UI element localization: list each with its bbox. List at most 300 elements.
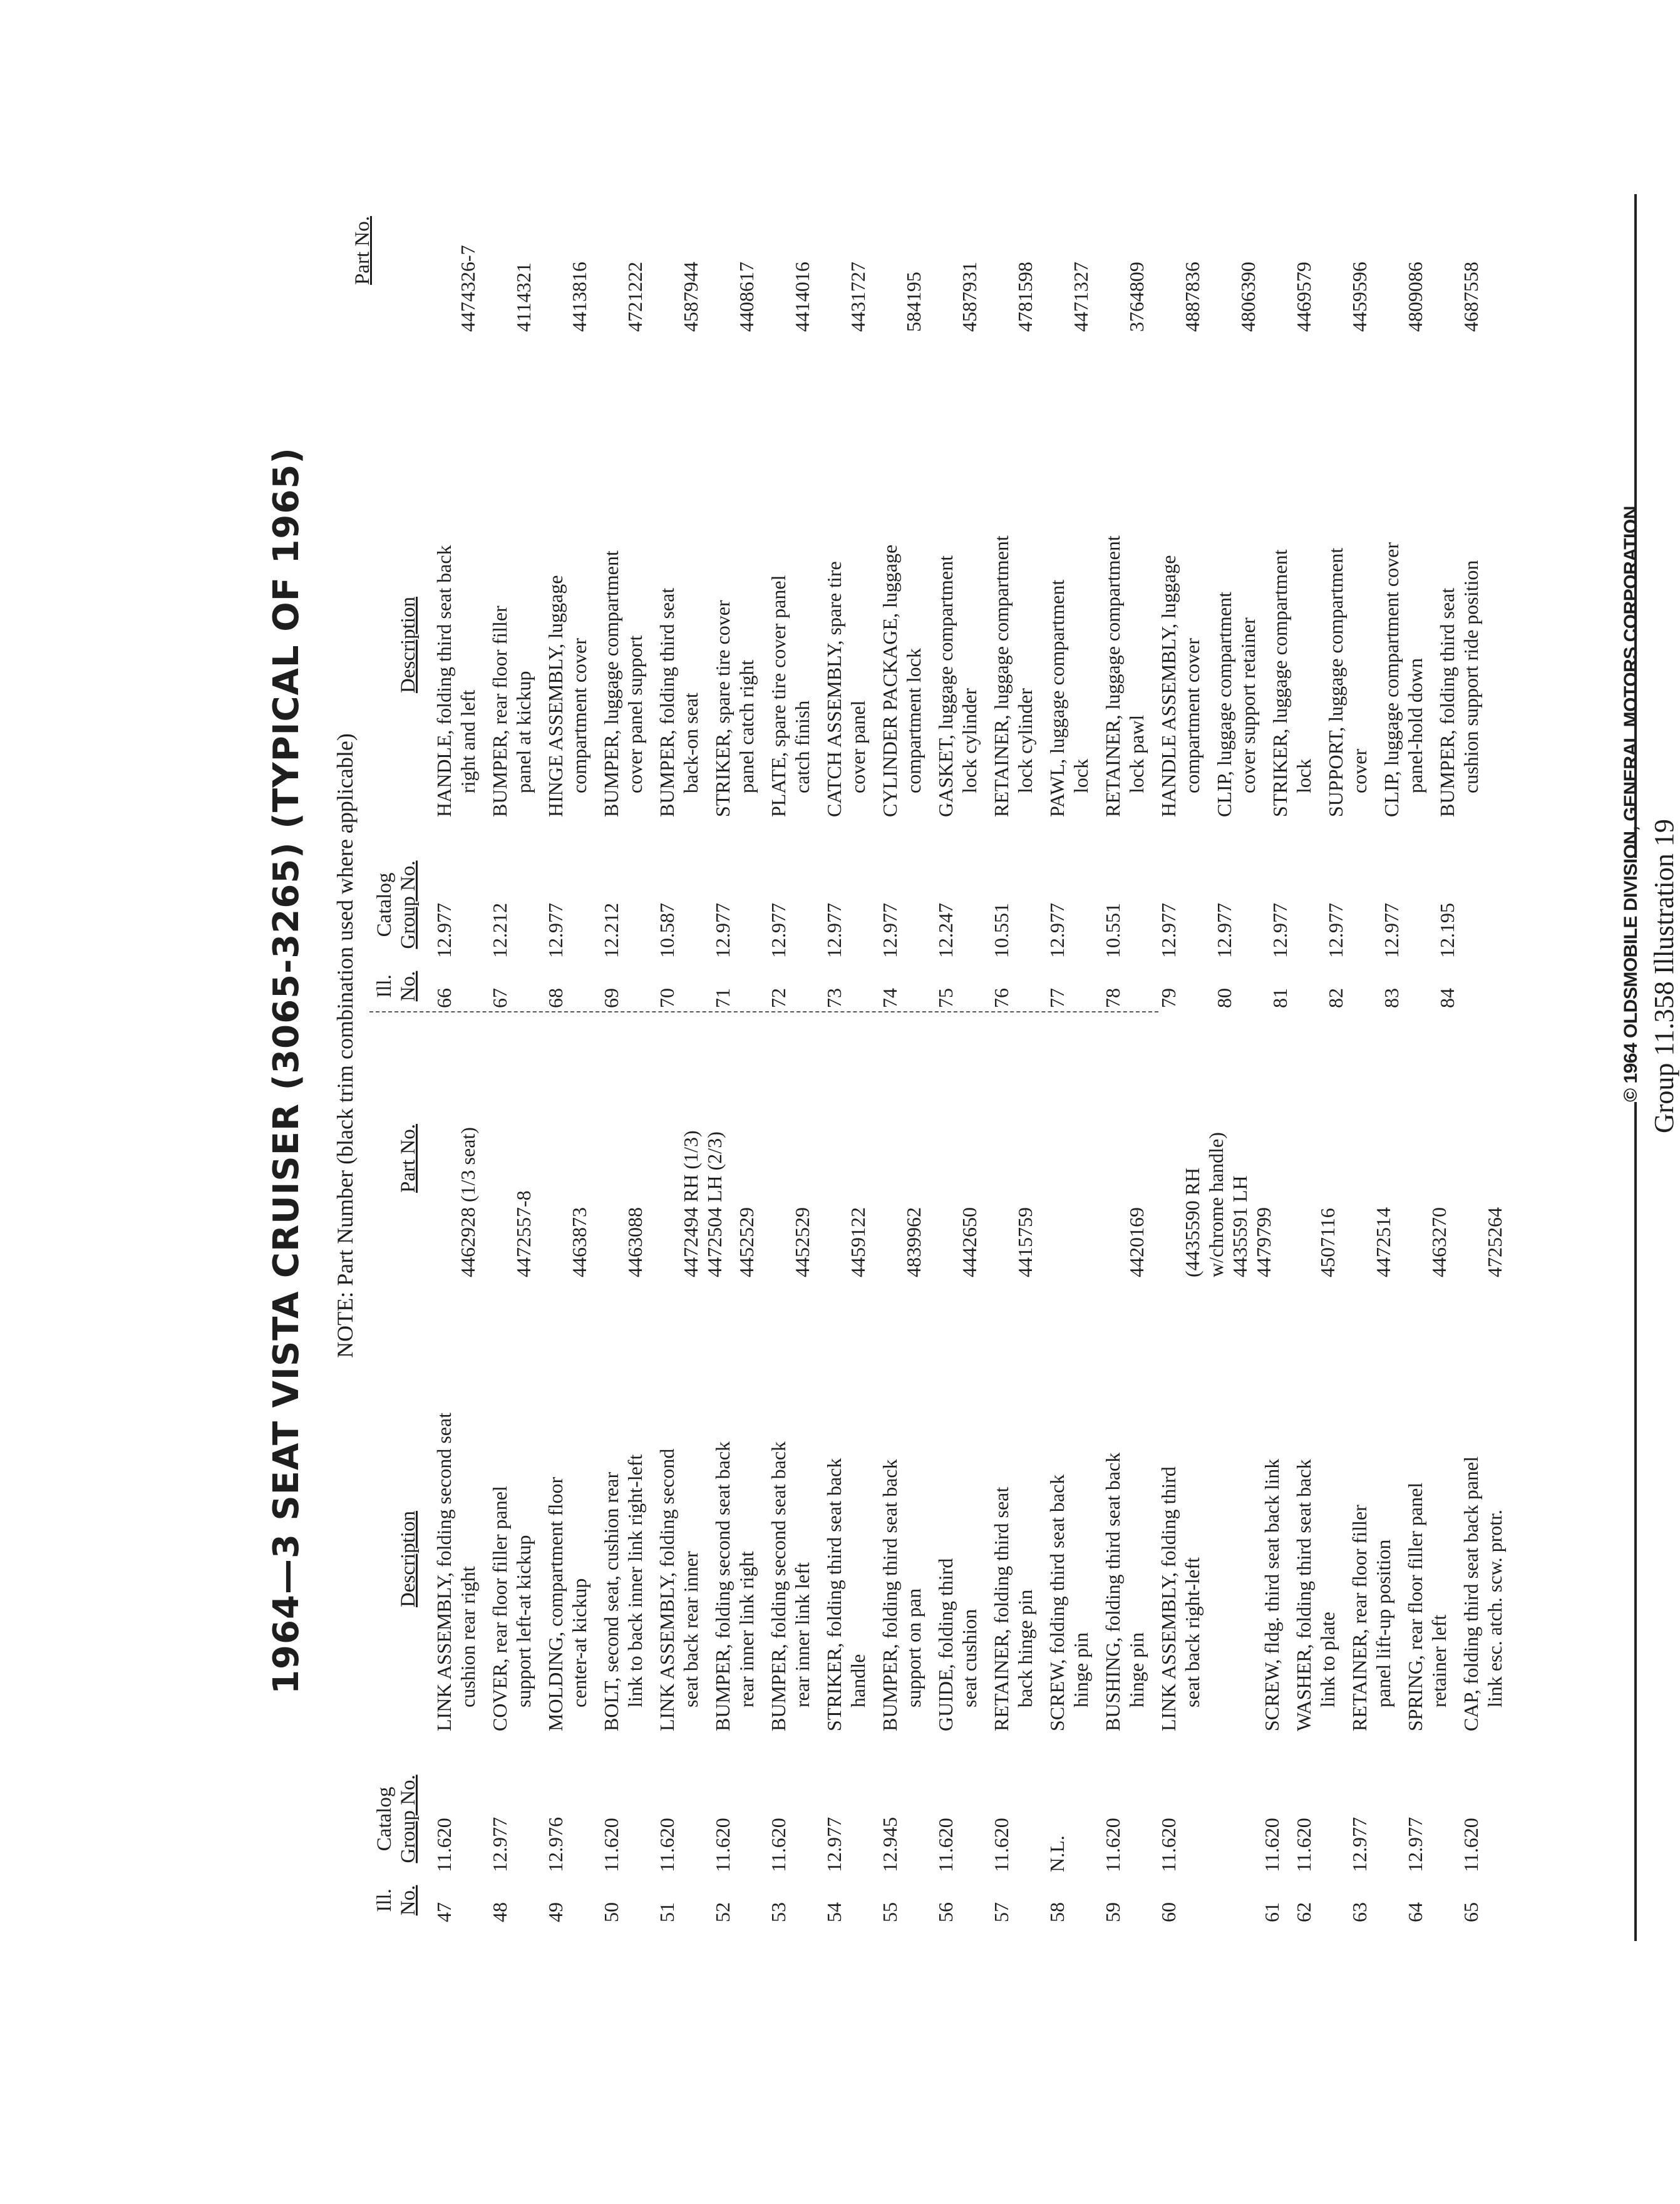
description-line-1: BUMPER, folding third seat back — [879, 1459, 901, 1731]
ill-number: 73 — [823, 988, 845, 1008]
description-line-1: WASHER, folding third seat back — [1292, 1459, 1315, 1731]
catalog-group-number: 12.212 — [488, 903, 511, 958]
description-line-1: STRIKER, spare tire cover — [711, 600, 734, 817]
part-number-line: 4462928 (1/3 seat) — [456, 1127, 479, 1277]
part-number — [1483, 1207, 1507, 1277]
table-row — [766, 157, 814, 1008]
part-number — [1125, 262, 1148, 332]
description-line-2: panel at kickup — [512, 671, 535, 793]
copyright-line: © 1964 OLDSMOBILE DIVISION, GENERAL MOTORS CORPORATION — [1621, 506, 1641, 1102]
ill-number: 53 — [767, 1902, 790, 1922]
description-line-1: BUMPER, folding second seat back — [767, 1441, 790, 1731]
part-number — [1013, 1207, 1037, 1277]
part-number — [1236, 262, 1260, 332]
description-line-2: lock pawl — [1125, 714, 1148, 793]
table-row — [655, 157, 703, 1008]
part-number — [902, 272, 925, 332]
part-number-line: 4413816 — [568, 262, 590, 332]
ill-number: 62 — [1292, 1902, 1315, 1922]
ill-number: 49 — [544, 1902, 567, 1922]
part-number — [1180, 262, 1204, 332]
part-number-line: 4806390 — [1237, 262, 1259, 332]
parts-table-right — [432, 157, 1491, 1008]
part-number-line: 4463088 — [624, 1207, 646, 1277]
catalog-group-number: 11.620 — [711, 1818, 734, 1872]
description-line-2: lock — [1292, 758, 1315, 793]
part-number-line: w/chrome handle) — [1205, 1132, 1227, 1277]
part-description — [766, 1441, 814, 1731]
part-description — [544, 1477, 591, 1731]
catalog-group-number: 11.620 — [1260, 1818, 1283, 1872]
ill-number: 72 — [767, 988, 790, 1008]
description-line-2: support left-at kickup — [512, 1535, 535, 1707]
description-line-2: cover support retainer — [1237, 617, 1259, 793]
part-number-line: 4472494 RH (1/3) — [679, 1130, 702, 1277]
part-description — [1260, 1459, 1284, 1731]
catalog-group-number: 12.977 — [823, 1817, 845, 1872]
table-row — [1268, 157, 1316, 1008]
table-row — [488, 157, 535, 1008]
part-number — [902, 1207, 925, 1277]
part-number — [623, 1207, 647, 1277]
description-line-1: CLIP, luggage compartment cover — [1380, 542, 1403, 817]
part-number-line: 4687558 — [1460, 262, 1482, 332]
part-number — [1316, 1208, 1339, 1277]
description-line-1: SPRING, rear floor filler panel — [1404, 1482, 1426, 1731]
part-description — [1045, 1475, 1093, 1731]
catalog-group-number: 12.977 — [1348, 1817, 1371, 1872]
part-number — [1427, 1207, 1451, 1277]
ill-number: 59 — [1101, 1902, 1124, 1922]
table-row — [1324, 157, 1371, 1008]
table-row — [878, 157, 925, 1008]
description-line-2: support on pan — [902, 1588, 925, 1707]
ill-number: 61 — [1260, 1902, 1283, 1922]
ill-number: 56 — [934, 1902, 957, 1922]
page-title: 1964—3 SEAT VISTA CRUISER (3065-3265) (TYPICAL OF 1965) — [266, 447, 307, 1694]
part-description — [989, 535, 1037, 817]
ill-number: 66 — [433, 988, 455, 1008]
part-number-line: 584195 — [902, 272, 925, 332]
catalog-group-number: 10.551 — [990, 903, 1013, 958]
part-number-line: 4420169 — [1125, 1207, 1148, 1277]
catalog-group-number: 10.551 — [1101, 903, 1124, 958]
description-line-1: HINGE ASSEMBLY, luggage — [544, 575, 567, 817]
description-line-2: compartment cover — [568, 638, 590, 793]
part-number-line: 4479799 — [1252, 1207, 1275, 1277]
table-row — [1403, 1021, 1451, 1922]
table-row — [432, 1021, 480, 1922]
part-number — [623, 262, 647, 332]
table-row — [1260, 1021, 1284, 1922]
part-number-line: 4472514 — [1372, 1207, 1394, 1277]
table-row — [766, 1021, 814, 1922]
part-number-line: 4452529 — [791, 1207, 813, 1277]
table-row — [544, 1021, 591, 1922]
ill-number: 64 — [1404, 1902, 1426, 1922]
description-line-2: right and left — [456, 689, 479, 793]
catalog-group-number: 12.977 — [767, 903, 790, 958]
part-description — [1157, 1466, 1204, 1731]
description-line-2: cover panel support — [624, 635, 646, 793]
table-row — [1459, 1021, 1507, 1922]
part-description — [432, 545, 480, 817]
part-number-line: 4721222 — [624, 262, 646, 332]
table-row — [432, 157, 480, 1008]
catalog-group-number: 12.977 — [1404, 1817, 1426, 1872]
description-line-2: cover — [1348, 748, 1371, 793]
catalog-group-number: 12.945 — [879, 1817, 901, 1872]
group-illustration-line: Group 11.358 Illustration 19 — [1649, 819, 1679, 1133]
table-row — [1379, 157, 1427, 1008]
table-row — [1101, 157, 1148, 1008]
catalog-group-number: 12.977 — [879, 903, 901, 958]
part-number — [1292, 262, 1316, 332]
part-number — [734, 1207, 758, 1277]
description-line-2: lock — [1069, 758, 1092, 793]
description-line-1: SCREW, fldg. third seat back link — [1260, 1458, 1283, 1731]
part-description — [822, 561, 870, 817]
description-line-1: RETAINER, folding third seat — [990, 1486, 1013, 1731]
description-line-2: cover panel — [847, 700, 869, 793]
table-row — [488, 1021, 535, 1922]
table-row — [1292, 1021, 1339, 1922]
catalog-group-number: 11.620 — [1460, 1818, 1482, 1872]
description-line-1: PAWL, luggage compartment — [1046, 579, 1068, 817]
part-number-line: 4463873 — [568, 1207, 590, 1277]
part-description — [1292, 1459, 1339, 1731]
table-row — [1348, 1021, 1395, 1922]
part-number-line: 4469579 — [1292, 262, 1315, 332]
ill-number: 82 — [1324, 988, 1347, 1008]
description-line-1: STRIKER, folding third seat back — [823, 1458, 845, 1731]
description-line-1: HANDLE, folding third seat back — [433, 545, 455, 817]
description-line-2: compartment cover — [1181, 638, 1203, 793]
part-number-line: 4471327 — [1069, 262, 1092, 332]
table-row — [711, 157, 758, 1008]
ill-number: 50 — [600, 1902, 622, 1922]
table-row — [1101, 1021, 1148, 1922]
description-line-2: seat back right-left — [1181, 1557, 1203, 1707]
table-row — [711, 1021, 758, 1922]
part-description — [989, 1487, 1037, 1731]
description-line-1: CLIP, luggage compartment — [1213, 592, 1235, 817]
description-line-2: seat cushion — [958, 1609, 981, 1707]
description-line-2: catch finish — [791, 700, 813, 793]
description-line-1: CYLINDER PACKAGE, luggage — [879, 544, 901, 817]
catalog-group-number: 11.620 — [433, 1818, 455, 1872]
ill-number: 60 — [1157, 1902, 1180, 1922]
part-number — [790, 262, 814, 332]
ill-number: 67 — [488, 988, 511, 1008]
description-line-1: BUMPER, rear floor filler — [488, 605, 511, 817]
part-number — [456, 245, 480, 332]
part-number-line: 4431727 — [847, 262, 869, 332]
part-number-line: 4472504 LH (2/3) — [703, 1131, 726, 1277]
part-number — [1459, 262, 1483, 332]
ill-number: 47 — [433, 1902, 455, 1922]
ill-number: 57 — [990, 1902, 1013, 1922]
table-row — [989, 1021, 1037, 1922]
catalog-group-number: 12.977 — [1157, 903, 1180, 958]
table-row — [599, 1021, 647, 1922]
part-number — [1013, 262, 1037, 332]
part-number-line: 4587931 — [958, 262, 981, 332]
header-catalog-left: Catalog Group No. — [373, 1774, 420, 1863]
description-line-1: HANDLE ASSEMBLY, luggage — [1157, 555, 1180, 817]
part-description — [1101, 1453, 1148, 1731]
part-description — [934, 1558, 981, 1731]
ill-number: 68 — [544, 988, 567, 1008]
part-number — [846, 1207, 870, 1277]
footer-rule-right — [1634, 194, 1637, 858]
part-number-line: (4435590 RH — [1181, 1167, 1203, 1277]
part-number-line: 4442650 — [958, 1207, 981, 1277]
catalog-group-number: 12.212 — [600, 903, 622, 958]
description-line-2: back-on seat — [679, 693, 702, 793]
description-line-1: PLATE, spare tire cover panel — [767, 575, 790, 817]
part-description — [488, 605, 535, 817]
part-number — [957, 1207, 981, 1277]
part-number — [1069, 262, 1093, 332]
part-description — [711, 600, 758, 817]
catalog-group-number: 12.977 — [1380, 903, 1403, 958]
ill-number: 71 — [711, 988, 734, 1008]
description-line-2: hinge pin — [1125, 1632, 1148, 1707]
description-line-2: panel catch right — [735, 659, 758, 793]
part-description — [878, 1459, 925, 1731]
description-line-2: link to back inner link right-left — [624, 1454, 646, 1707]
header-partno-right: Part No. — [351, 216, 374, 285]
description-line-1: CATCH ASSEMBLY, spare tire — [823, 561, 845, 817]
description-line-1: STRIKER, luggage compartment — [1269, 549, 1291, 817]
part-description — [1045, 580, 1093, 817]
part-description — [1268, 550, 1316, 817]
part-number-line: 4781598 — [1014, 262, 1036, 332]
table-note: NOTE: Part Number (black trim combination used where applicable) — [332, 733, 358, 1358]
catalog-group-number: 12.977 — [544, 903, 567, 958]
description-line-2: back hinge pin — [1014, 1589, 1036, 1707]
description-line-1: COVER, rear floor filler panel — [488, 1486, 511, 1731]
catalog-group-number: 12.977 — [823, 903, 845, 958]
part-number-line: 4507116 — [1316, 1208, 1339, 1277]
ill-number: 75 — [934, 988, 957, 1008]
ill-number: 77 — [1046, 988, 1068, 1008]
ill-number: 83 — [1380, 988, 1403, 1008]
part-number-line: 4452529 — [735, 1207, 758, 1277]
catalog-group-number: N.L. — [1046, 1835, 1068, 1872]
header-catalog-right: Catalog Group No. — [373, 860, 420, 949]
part-description — [1403, 1483, 1451, 1731]
header-ill-right: Ill. No. — [373, 971, 420, 1002]
description-line-1: SCREW, folding third seat back — [1046, 1474, 1068, 1731]
part-number — [846, 262, 870, 332]
header-description-left: Description — [397, 1511, 420, 1607]
description-line-1: RETAINER, luggage compartment — [990, 535, 1013, 817]
ill-number: 81 — [1269, 988, 1291, 1008]
part-number — [1371, 1207, 1395, 1277]
description-line-2: retainer left — [1428, 1614, 1450, 1707]
description-line-2: cushion rear right — [456, 1566, 479, 1707]
part-description — [934, 555, 981, 817]
ill-number: 52 — [711, 1902, 734, 1922]
part-description — [711, 1441, 758, 1731]
table-row — [1212, 157, 1260, 1008]
description-line-2: hinge pin — [1069, 1632, 1092, 1707]
part-description — [655, 1449, 703, 1731]
part-description — [544, 575, 591, 817]
header-partno-left: Part No. — [397, 1124, 420, 1193]
ill-number: 65 — [1460, 1902, 1482, 1922]
description-line-1: SUPPORT, luggage compartment — [1324, 547, 1347, 817]
part-number-line: 4474326-7 — [456, 245, 479, 332]
table-row — [599, 157, 647, 1008]
part-number — [567, 1207, 591, 1277]
part-number — [957, 262, 981, 332]
catalog-group-number: 11.620 — [1157, 1818, 1180, 1872]
column-divider — [369, 1011, 1158, 1012]
description-line-1: BUMPER, folding third seat — [656, 587, 678, 817]
ill-number: 55 — [879, 1902, 901, 1922]
part-number-line: 4725264 — [1483, 1207, 1506, 1277]
description-line-1: BOLT, second seat, cushion rear — [600, 1471, 622, 1731]
ill-number: 74 — [879, 988, 901, 1008]
footer-rule-left — [1634, 1102, 1637, 1941]
part-number — [790, 1207, 814, 1277]
part-number-line: 4839962 — [902, 1207, 925, 1277]
table-row — [878, 1021, 925, 1922]
catalog-group-number: 12.977 — [1046, 903, 1068, 958]
part-number-line: 4587944 — [679, 262, 702, 332]
ill-number: 78 — [1101, 988, 1124, 1008]
part-description — [878, 545, 925, 817]
catalog-group-number: 11.620 — [934, 1818, 957, 1872]
catalog-group-number: 11.620 — [767, 1818, 790, 1872]
part-number — [1348, 262, 1371, 332]
catalog-group-number: 12.977 — [1269, 903, 1291, 958]
description-line-1: BUMPER, folding second seat back — [711, 1441, 734, 1731]
ill-number: 48 — [488, 1902, 511, 1922]
catalog-group-number: 12.977 — [711, 903, 734, 958]
ill-number: 63 — [1348, 1902, 1371, 1922]
part-number — [679, 262, 703, 332]
part-number — [1125, 1207, 1148, 1277]
description-line-1: LINK ASSEMBLY, folding second seat — [433, 1412, 455, 1731]
table-row — [1157, 157, 1204, 1008]
table-row — [934, 157, 981, 1008]
table-row — [822, 157, 870, 1008]
part-number — [1403, 262, 1427, 332]
catalog-group-number: 11.620 — [990, 1818, 1013, 1872]
ill-number: 80 — [1213, 988, 1235, 1008]
description-line-1: LINK ASSEMBLY, folding third — [1157, 1466, 1180, 1731]
ill-number: 69 — [600, 988, 622, 1008]
catalog-group-number: 12.977 — [1213, 903, 1235, 958]
part-number-line: 4114321 — [512, 262, 535, 332]
table-row — [989, 157, 1037, 1008]
catalog-group-number: 12.247 — [934, 903, 957, 958]
part-number-line: 4809086 — [1404, 262, 1426, 332]
description-line-2: lock cylinder — [958, 688, 981, 793]
part-number-line: 4435591 LH — [1229, 1175, 1251, 1277]
description-line-2: rear inner link left — [791, 1562, 813, 1707]
part-description — [1379, 542, 1427, 817]
description-line-2: lock cylinder — [1014, 688, 1036, 793]
part-description — [1348, 1505, 1395, 1731]
catalog-group-number: 11.620 — [1292, 1818, 1315, 1872]
part-description — [822, 1458, 870, 1731]
description-line-1: LINK ASSEMBLY, folding second — [656, 1448, 678, 1731]
catalog-group-number: 11.620 — [1101, 1818, 1124, 1872]
description-line-2: link esc. atch. scw. protr. — [1483, 1509, 1506, 1707]
part-number — [734, 262, 758, 332]
part-number-line: 4415759 — [1014, 1207, 1036, 1277]
part-number-line: 4463270 — [1428, 1207, 1450, 1277]
part-description — [1459, 1456, 1507, 1731]
description-line-1: RETAINER, luggage compartment — [1101, 535, 1124, 817]
description-line-1: CAP, folding third seat back panel — [1460, 1456, 1482, 1731]
part-description — [1435, 560, 1483, 817]
ill-number: 79 — [1157, 988, 1180, 1008]
part-number — [512, 1190, 535, 1277]
header-ill-left: Ill. No. — [373, 1885, 420, 1916]
description-line-2: center-at kickup — [568, 1578, 590, 1707]
description-line-2: panel-hold down — [1404, 658, 1426, 793]
table-row — [822, 1021, 870, 1922]
catalog-group-number: 11.620 — [600, 1818, 622, 1872]
part-number-line: 4472557-8 — [512, 1190, 535, 1277]
description-line-2: compartment lock — [902, 648, 925, 793]
part-description — [1101, 535, 1148, 817]
catalog-group-number: 12.977 — [433, 903, 455, 958]
part-description — [1212, 592, 1260, 817]
description-line-2: cushion support ride position — [1460, 560, 1482, 793]
ill-number: 54 — [823, 1902, 845, 1922]
part-number-line: 4408617 — [735, 262, 758, 332]
ill-number: 51 — [656, 1902, 678, 1922]
table-row — [1045, 157, 1093, 1008]
catalog-group-number: 12.977 — [488, 1817, 511, 1872]
part-description — [766, 575, 814, 817]
description-line-2: panel lift-up position — [1372, 1539, 1394, 1707]
table-row — [1435, 157, 1483, 1008]
table-row — [934, 1021, 981, 1922]
part-description — [599, 550, 647, 817]
part-number-line: 4414016 — [791, 262, 813, 332]
part-number-line: 4887836 — [1181, 262, 1203, 332]
description-line-1: GASKET, luggage compartment — [934, 555, 957, 817]
part-number — [456, 1127, 480, 1277]
catalog-group-number: 10.587 — [656, 903, 678, 958]
parts-table-left — [432, 1021, 1515, 1922]
part-description — [655, 588, 703, 817]
ill-number: 70 — [656, 988, 678, 1008]
catalog-group-number: 12.976 — [544, 1817, 567, 1872]
part-number — [512, 262, 535, 332]
description-line-1: MOLDING, compartment floor — [544, 1476, 567, 1731]
part-number-line: 4459596 — [1348, 262, 1371, 332]
ill-number: 84 — [1436, 988, 1458, 1008]
part-description — [1157, 555, 1204, 817]
table-row — [544, 157, 591, 1008]
description-line-2: rear inner link right — [735, 1551, 758, 1707]
part-description — [488, 1486, 535, 1731]
description-line-2: handle — [847, 1654, 869, 1707]
part-number-line: 3764809 — [1125, 262, 1148, 332]
description-line-1: RETAINER, rear floor filler — [1348, 1505, 1371, 1731]
part-description — [599, 1455, 647, 1731]
ill-number: 58 — [1046, 1902, 1068, 1922]
